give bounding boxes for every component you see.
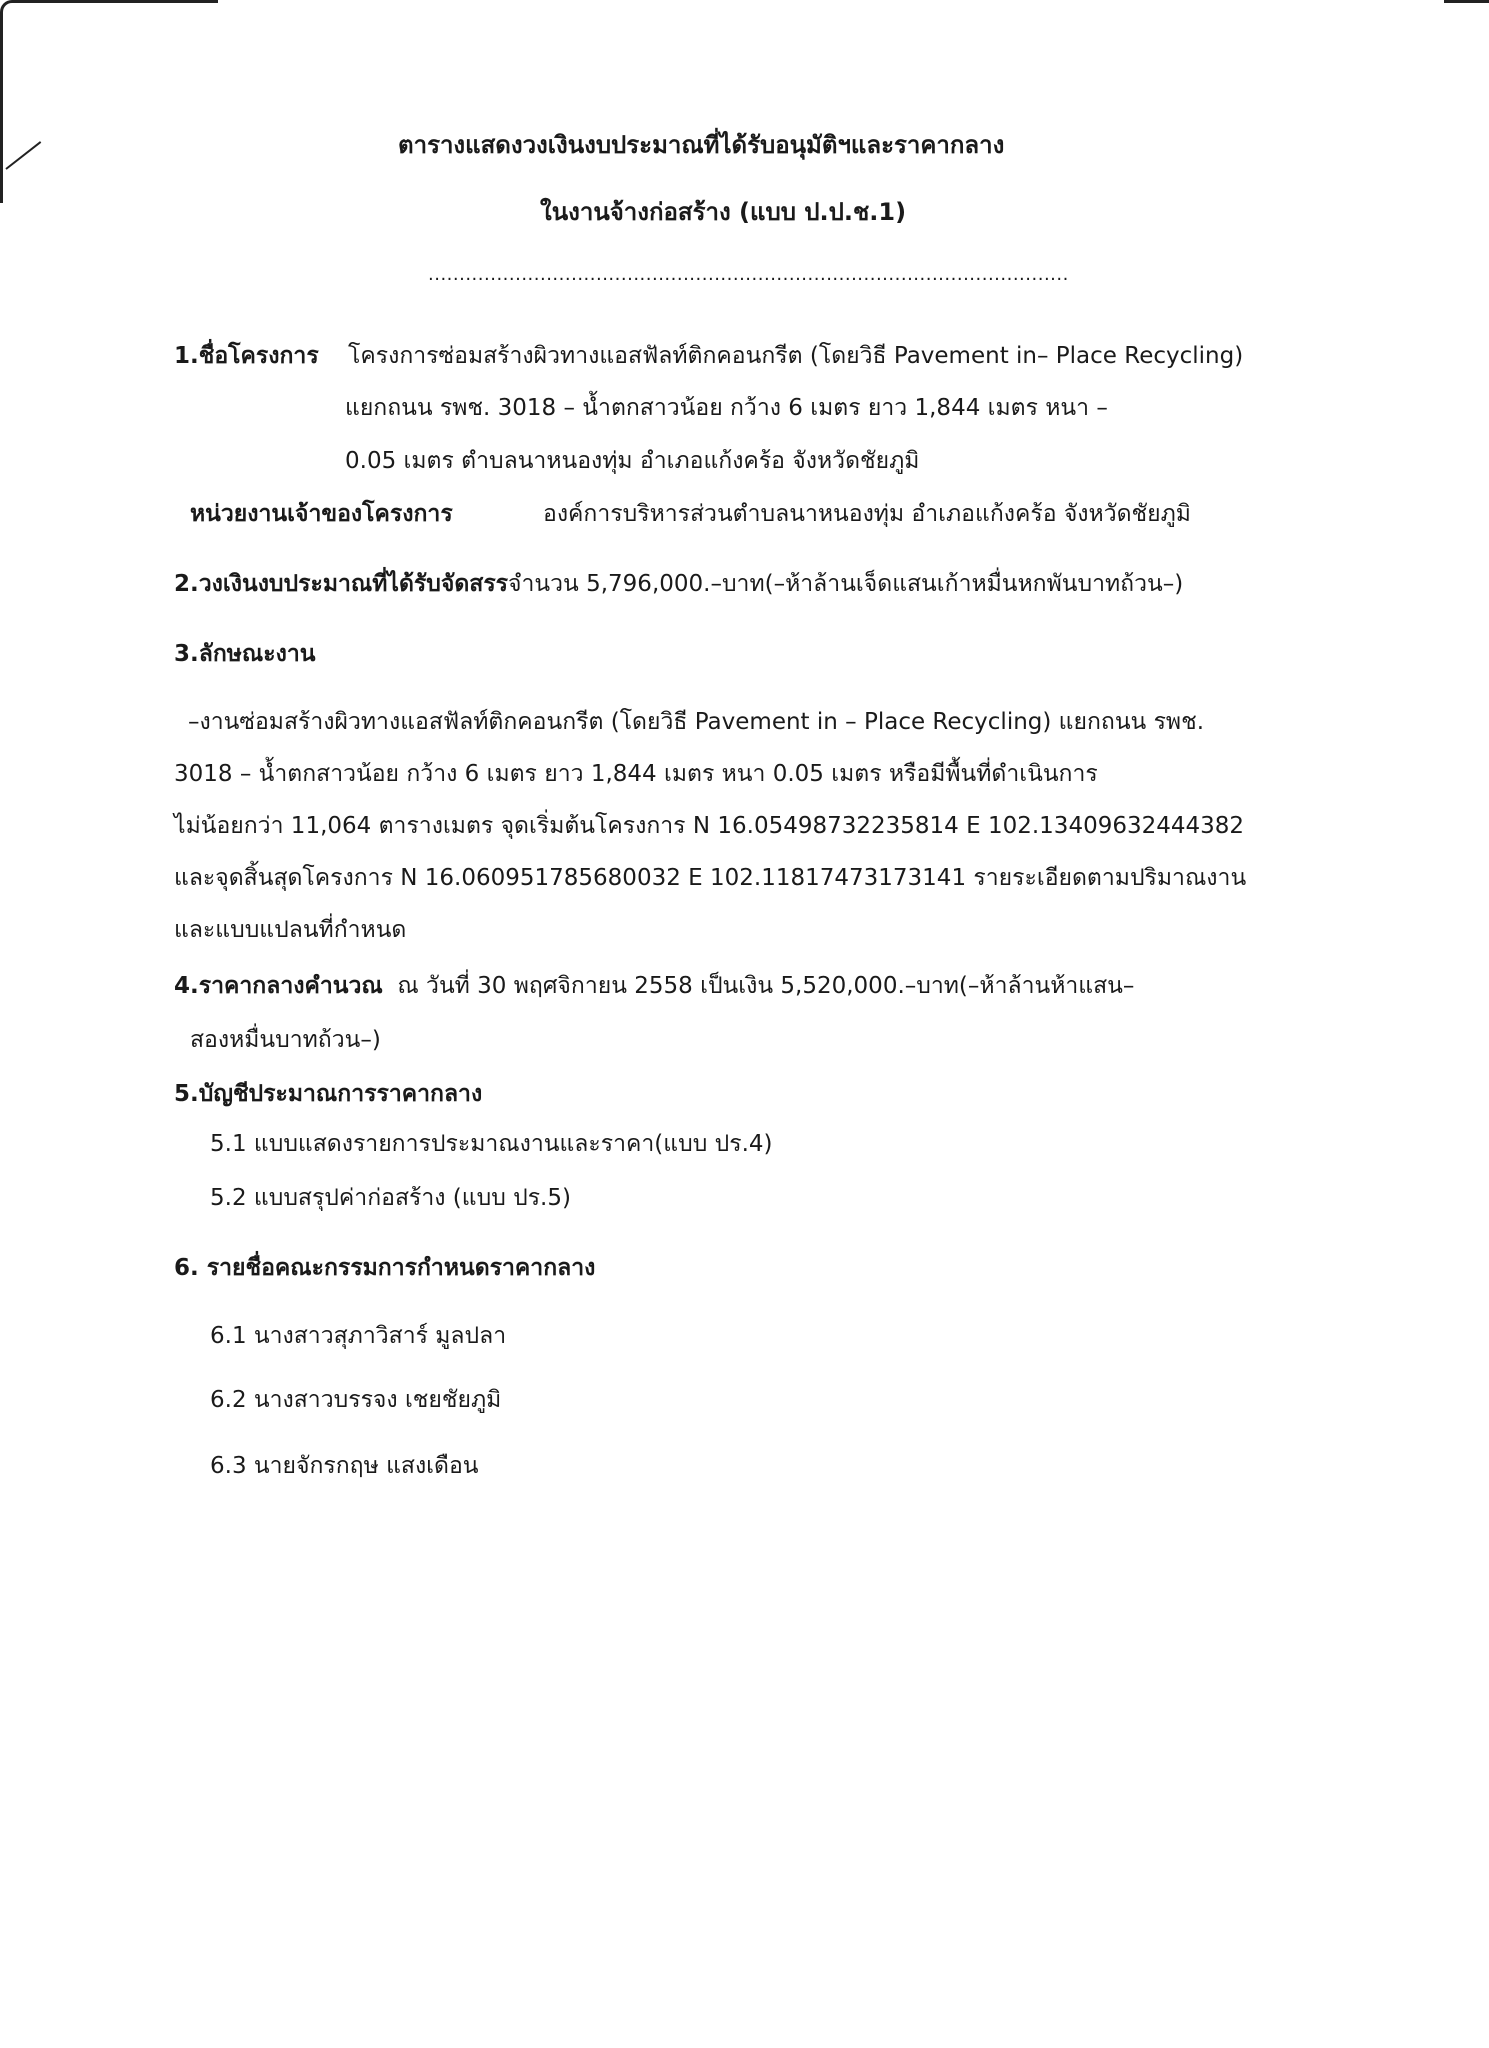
scan-corner-mark — [0, 0, 218, 203]
project-name-line3: 0.05 เมตร ตำบลนาหนองทุ่ม อำเภอแก้งคร้อ จังหวัดชัยภูมิ — [345, 448, 920, 474]
work-description-line1: –งานซ่อมสร้างผิวทางแอสฟัลท์ติกคอนกรีต (โดยวิธี Pavement in – Place Recycling) แยกถนน รพช. — [188, 709, 1205, 735]
budget-value: จำนวน 5,796,000.–บาท(–ห้าล้านเจ็ดแสนเก้าหมื่นหกพันบาทถ้วน–) — [508, 571, 1184, 597]
work-description-label: 3.ลักษณะงาน — [174, 641, 316, 667]
median-price-label: 4.ราคากลางคำนวณ — [174, 973, 383, 999]
scan-corner-mark-right — [1444, 0, 1489, 15]
estimate-item-1: 5.1 แบบแสดงรายการประมาณงานและราคา(แบบ ปร.4) — [210, 1131, 773, 1157]
project-owner-value: องค์การบริหารส่วนตำบลนาหนองทุ่ม อำเภอแก้งคร้อ จังหวัดชัยภูมิ — [543, 501, 1191, 527]
estimate-list-label: 5.บัญชีประมาณการราคากลาง — [174, 1081, 483, 1107]
committee-member-1: 6.1 นางสาวสุภาวิสาร์ มูลปลา — [210, 1323, 507, 1349]
title-separator: ....................................................................................................... — [428, 264, 1069, 285]
median-price-line1 — [174, 968, 1134, 1004]
committee-member-2: 6.2 นางสาวบรรจง เชยชัยภูมิ — [210, 1387, 502, 1413]
project-name-label: 1.ชื่อโครงการ — [174, 343, 319, 369]
project-name-line1: โครงการซ่อมสร้างผิวทางแอสฟัลท์ติกคอนกรีต (โดยวิธี Pavement in– Place Recycling) — [348, 343, 1244, 369]
document-title: ตารางแสดงวงเงินงบประมาณที่ได้รับอนุมัติฯและราคากลาง — [398, 131, 1005, 159]
work-description-line3: ไม่น้อยกว่า 11,064 ตารางเมตร จุดเริ่มต้นโครงการ N 16.05498732235814 E 102.13409632444382 — [174, 813, 1245, 839]
budget-label: 2.วงเงินงบประมาณที่ได้รับจัดสรร — [174, 571, 509, 597]
committee-member-3: 6.3 นายจักรกฤษ แสงเดือน — [210, 1453, 479, 1479]
budget-line — [174, 566, 1183, 602]
median-price-value: ณ วันที่ 30 พฤศจิกายน 2558 เป็นเงิน 5,520,000.–บาท(–ห้าล้านห้าแสน– — [397, 973, 1135, 999]
work-description-line4: และจุดสิ้นสุดโครงการ N 16.060951785680032 E 102.11817473173141 รายระเอียดตามปริมาณงาน — [174, 865, 1247, 891]
project-owner-label: หน่วยงานเจ้าของโครงการ — [190, 501, 453, 527]
committee-label: 6. รายชื่อคณะกรรมการกำหนดราคากลาง — [174, 1255, 596, 1281]
estimate-item-2: 5.2 แบบสรุปค่าก่อสร้าง (แบบ ปร.5) — [210, 1185, 571, 1211]
project-name-line2: แยกถนน รพช. 3018 – น้ำตกสาวน้อย กว้าง 6 เมตร ยาว 1,844 เมตร หนา – — [345, 395, 1108, 421]
work-description-line5: และแบบแปลนที่กำหนด — [174, 917, 407, 943]
document-subtitle: ในงานจ้างก่อสร้าง (แบบ ป.ป.ช.1) — [540, 198, 907, 226]
work-description-line2: 3018 – น้ำตกสาวน้อย กว้าง 6 เมตร ยาว 1,844 เมตร หนา 0.05 เมตร หรือมีพื้นที่ดำเนินการ — [174, 761, 1098, 787]
median-price-line2: สองหมื่นบาทถ้วน–) — [190, 1027, 381, 1053]
